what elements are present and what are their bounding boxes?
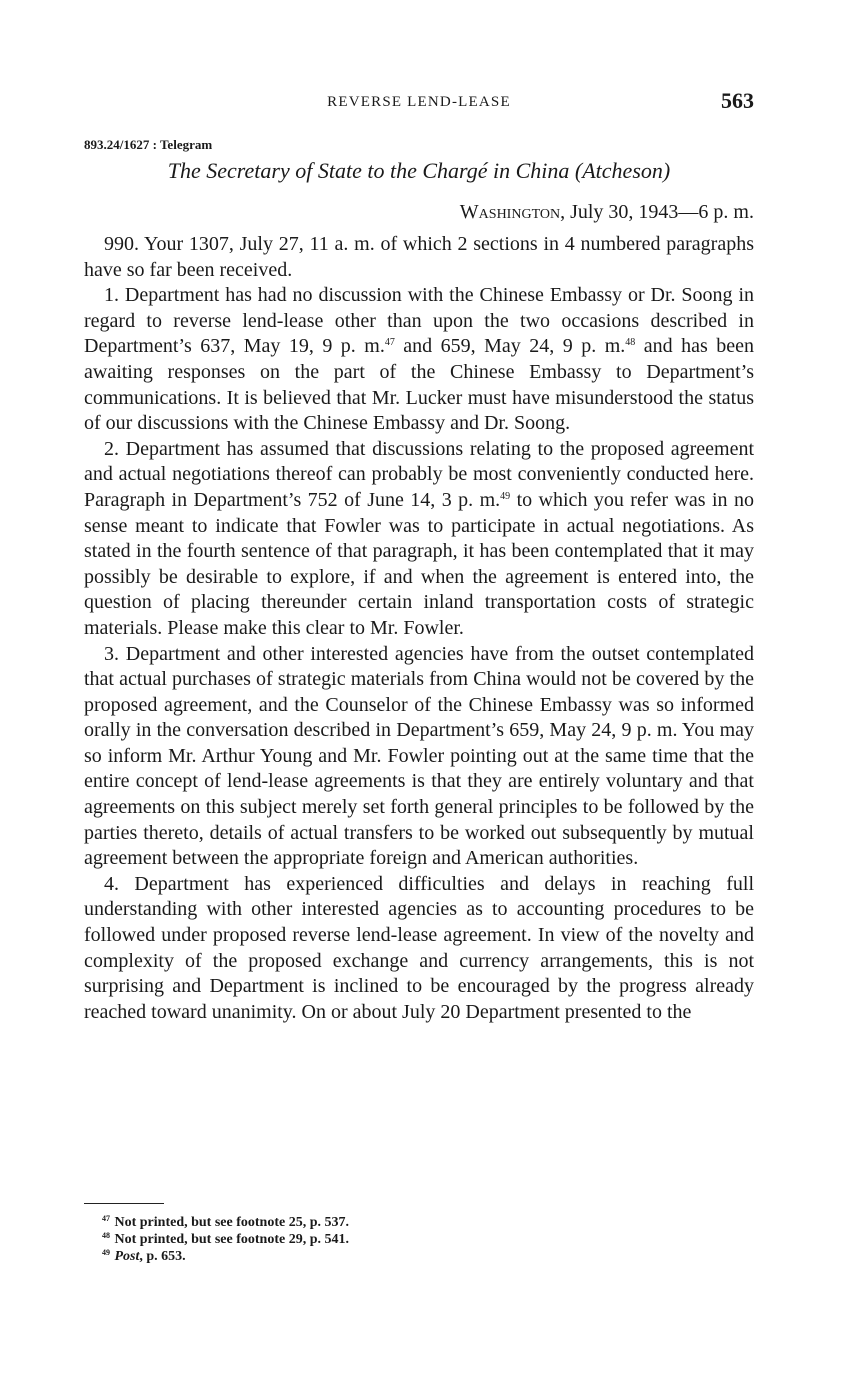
running-title: REVERSE LEND-LEASE [327,94,511,110]
footnote-48 [102,1231,349,1248]
dateline-date: , July 30, 1943—6 p. m. [560,201,754,223]
footnote-mark: 48 [102,1231,110,1240]
footnote-divider [84,1203,164,1204]
paragraph-text: 2. Department has assumed that discussions relating to the proposed agreement and actual negotiations thereof can probably be most conveniently conducted here. Paragraph in Department’s 752 of June 14, 3 p. m. [84,437,754,511]
paragraph-text: and has been awaiting responses on the part of the Chinese Embassy to Department’s communications. It is believed that Mr. Lucker must have misunderstood the status of our discussions with the Chinese Embassy and Dr. Soong. [84,335,754,435]
footnote-text: , p. 653. [139,1249,186,1264]
footnote-text: Not printed, but see footnote 29, p. 541. [114,1232,349,1247]
dateline-place: Washington [459,201,561,223]
dateline [460,201,754,224]
footnote-mark: 49 [102,1248,110,1257]
paragraph-2 [84,437,754,642]
file-reference: 893.24/1627 : Telegram [84,137,213,152]
footnote-emphasis: Post [114,1249,140,1264]
footnote-49 [102,1248,349,1265]
paragraph-4 [84,872,754,1026]
footnote-ref-49: 49 [500,490,511,502]
paragraph-1 [84,283,754,437]
paragraph-intro [84,232,754,283]
paragraph-text: 990. Your 1307, July 27, 11 a. m. of which 2 sections in 4 numbered paragraphs have so far been received. [84,233,754,281]
footnote-mark: 47 [102,1214,110,1223]
footnote-47 [102,1214,349,1231]
footnote-text: Not printed, but see footnote 25, p. 537. [114,1215,349,1230]
paragraph-text: 3. Department and other interested agencies have from the outset contemplated that actual purchases of strategic materials from China would not be covered by the proposed agreement, and the Counselor of the Chinese Embassy was so informed orally in the conversation described in Department’s 659, May 24, 9 p. m. You may so inform Mr. Arthur Young and Mr. Fowler pointing out at the same time that the entire concept of lend-lease agreements is that they are entirely voluntary and that agreements on this subject merely set forth general principles to be followed by the parties thereto, details of actual transfers to be worked out subsequently by mutual agreement between the appropriate foreign and American authorities. [84,642,754,870]
telegram-body [84,232,754,1025]
page-number: 563 [721,88,754,113]
footnote-ref-47: 47 [384,337,395,349]
footnote-ref-48: 48 [625,337,636,349]
paragraph-text: and 659, May 24, 9 p. m. [394,335,626,358]
paragraph-text: to which you refer was in no sense meant to indicate that Fowler was to participate in actual negotiations. As stated in the fourth sentence of that paragraph, it has been contemplated that it may possibly be desirable to explore, if and when the agreement is entered into, the question of placing thereunder certain inland transportation costs of strategic materials. Please make this clear to Mr. Fowler. [84,488,754,639]
document-title: The Secretary of State to the Chargé in China (Atcheson) [167,158,671,183]
running-head [84,88,754,118]
paragraph-text: 1. Department has had no discussion with the Chinese Embassy or Dr. Soong in regard to reverse lend-lease other than upon the two occasions described in Department’s 637, May 19, 9 p. m. [84,284,754,358]
paragraph-text: 4. Department has experienced difficulties and delays in reaching full understanding with other interested agencies as to accounting procedures to be followed under proposed reverse lend-lease agreement. In view of the novelty and complexity of the proposed exchange and currency arrangements, this is not surprising and Department is inclined to be encouraged by the progress already reached toward unanimity. On or about July 20 Department presented to the [84,872,754,1023]
paragraph-3 [84,642,754,872]
footnotes [102,1214,349,1265]
